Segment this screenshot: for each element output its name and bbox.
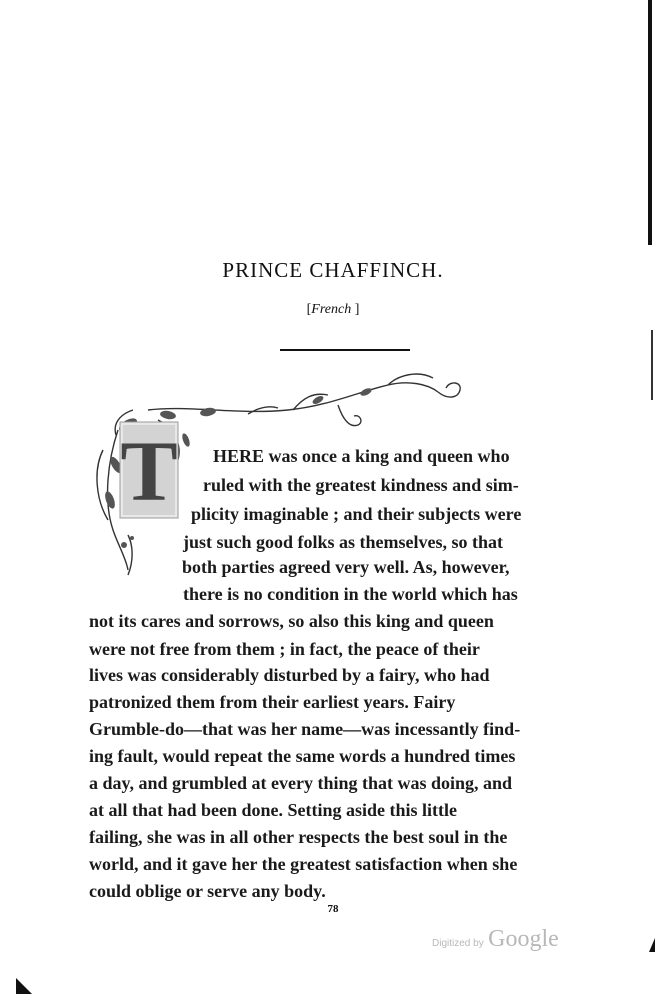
text-line: ing fault, would repeat the same words a hundred times (89, 746, 516, 766)
text-line: at all that had been done. Setting aside this little (89, 800, 458, 820)
page-number: 78 (327, 903, 339, 915)
svg-text:T: T (120, 423, 178, 519)
text-line: there is no condition in the world which has (183, 584, 518, 604)
page-edge-mark (651, 330, 653, 400)
digitized-watermark (432, 926, 559, 953)
text-line: both parties agreed very well. As, however, (182, 557, 510, 577)
title-rule (280, 349, 410, 351)
text-line: world, and it gave her the greatest satisfaction when she (89, 854, 518, 874)
text-line: could oblige or serve any body. (89, 881, 326, 901)
text-line: lives was considerably disturbed by a fairy, who had (89, 665, 490, 685)
corner-triangle-icon (16, 978, 32, 994)
drop-cap-letter (118, 420, 180, 520)
text-line: not its cares and sorrows, so also this king and queen (89, 611, 494, 631)
text-line: plicity imaginable ; and their subjects were (191, 504, 522, 524)
text-line: were not free from them ; in fact, the peace of their (89, 639, 480, 659)
text-line: HERE was once a king and queen who (213, 446, 510, 466)
text-line: failing, she was in all other respects the best soul in the (89, 827, 508, 847)
chapter-subtitle: [French ] (306, 302, 360, 317)
chapter-title: PRINCE CHAFFINCH. (222, 258, 444, 282)
text-line: Grumble-do—that was her name—was incessantly find- (89, 719, 521, 739)
text-line: patronized them from their earliest years. Fairy (89, 692, 456, 712)
edge-triangle-icon (649, 938, 655, 952)
text-line: a day, and grumbled at every thing that was doing, and (89, 773, 513, 793)
watermark-prefix: Digitized by (432, 938, 484, 949)
page-edge-mark (648, 0, 652, 245)
text-line: ruled with the greatest kindness and sim- (203, 475, 519, 495)
text-line: just such good folks as themselves, so that (183, 532, 504, 552)
watermark-brand: Google (488, 926, 559, 952)
